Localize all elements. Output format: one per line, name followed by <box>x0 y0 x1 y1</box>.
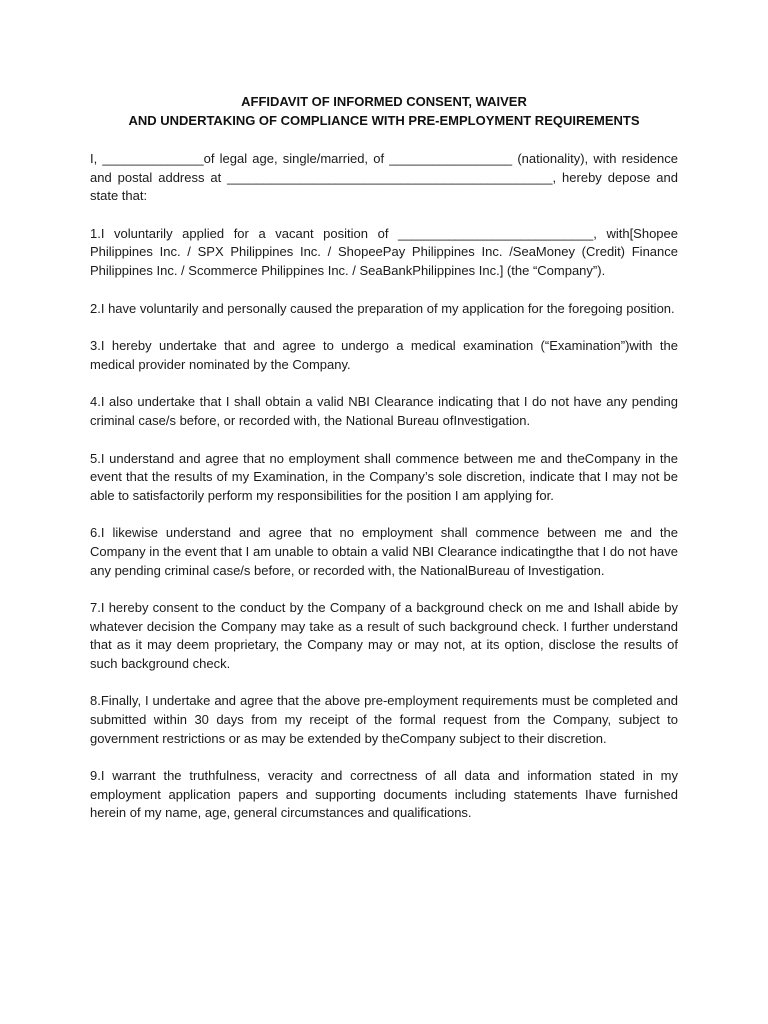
paragraph-8: 8.Finally, I undertake and agree that the above pre-employment requirements must be completed and submitted within 30 days from my receipt of the formal request from the Company, subject to government restrictions or as may be extended by theCompany subject to their discretion. <box>90 693 678 746</box>
paragraph-1: 1.I voluntarily applied for a vacant position of ___________________________, with[Shopee Philippines Inc. / SPX Philippines Inc. / ShopeePay Philippines Inc. /SeaMoney (Credit) Finance Philippines Inc. / Scommerce Philippines Inc. / SeaBankPhilippines Inc.] (the “Company”). <box>90 225 678 278</box>
paragraph-2: 2.I have voluntarily and personally caused the preparation of my application for the foregoing position. <box>90 300 675 316</box>
paragraph-7: 7.I hereby consent to the conduct by the Company of a background check on me and Ishall abide by whatever decision the Company may take as a result of such background check. I further understand that as it may deem proprietary, the Company may or may not, at its option, disclose the results of such background check. <box>90 600 678 671</box>
title-line-1: AFFIDAVIT OF INFORMED CONSENT, WAIVER <box>241 94 527 109</box>
paragraph-6: 6.I likewise understand and agree that no employment shall commence between me and the Company in the event that I am unable to obtain a valid NBI Clearance indicatingthe that I do not have any pending criminal case/s before, or recorded with, the NationalBureau of Investigation. <box>90 525 678 578</box>
title-line-2: AND UNDERTAKING OF COMPLIANCE WITH PRE-EMPLOYMENT REQUIREMENTS <box>128 113 640 128</box>
paragraph-3: 3.I hereby undertake that and agree to undergo a medical examination (“Examination”)with the medical provider nominated by the Company. <box>90 338 678 372</box>
paragraph-5: 5.I understand and agree that no employment shall commence between me and theCompany in the event that the results of my Examination, in the Company’s sole discretion, indicate that I may not be able to satisfactorily perform my responsibilities for the position I am applying for. <box>90 450 678 503</box>
paragraph-9: 9.I warrant the truthfulness, veracity and correctness of all data and information stated in my employment application papers and supporting documents including statements Ihave furnished herein of my name, age, general circumstances and qualifications. <box>90 768 678 821</box>
paragraph-4: 4.I also undertake that I shall obtain a valid NBI Clearance indicating that I do not have any pending criminal case/s before, or recorded with, the National Bureau ofInvestigation. <box>90 394 678 428</box>
intro-paragraph: I, ______________of legal age, single/married, of _________________ (nationality), with residence and postal address at _____________________________________________, hereby depose and state that: <box>90 151 678 204</box>
document-title <box>90 92 678 130</box>
